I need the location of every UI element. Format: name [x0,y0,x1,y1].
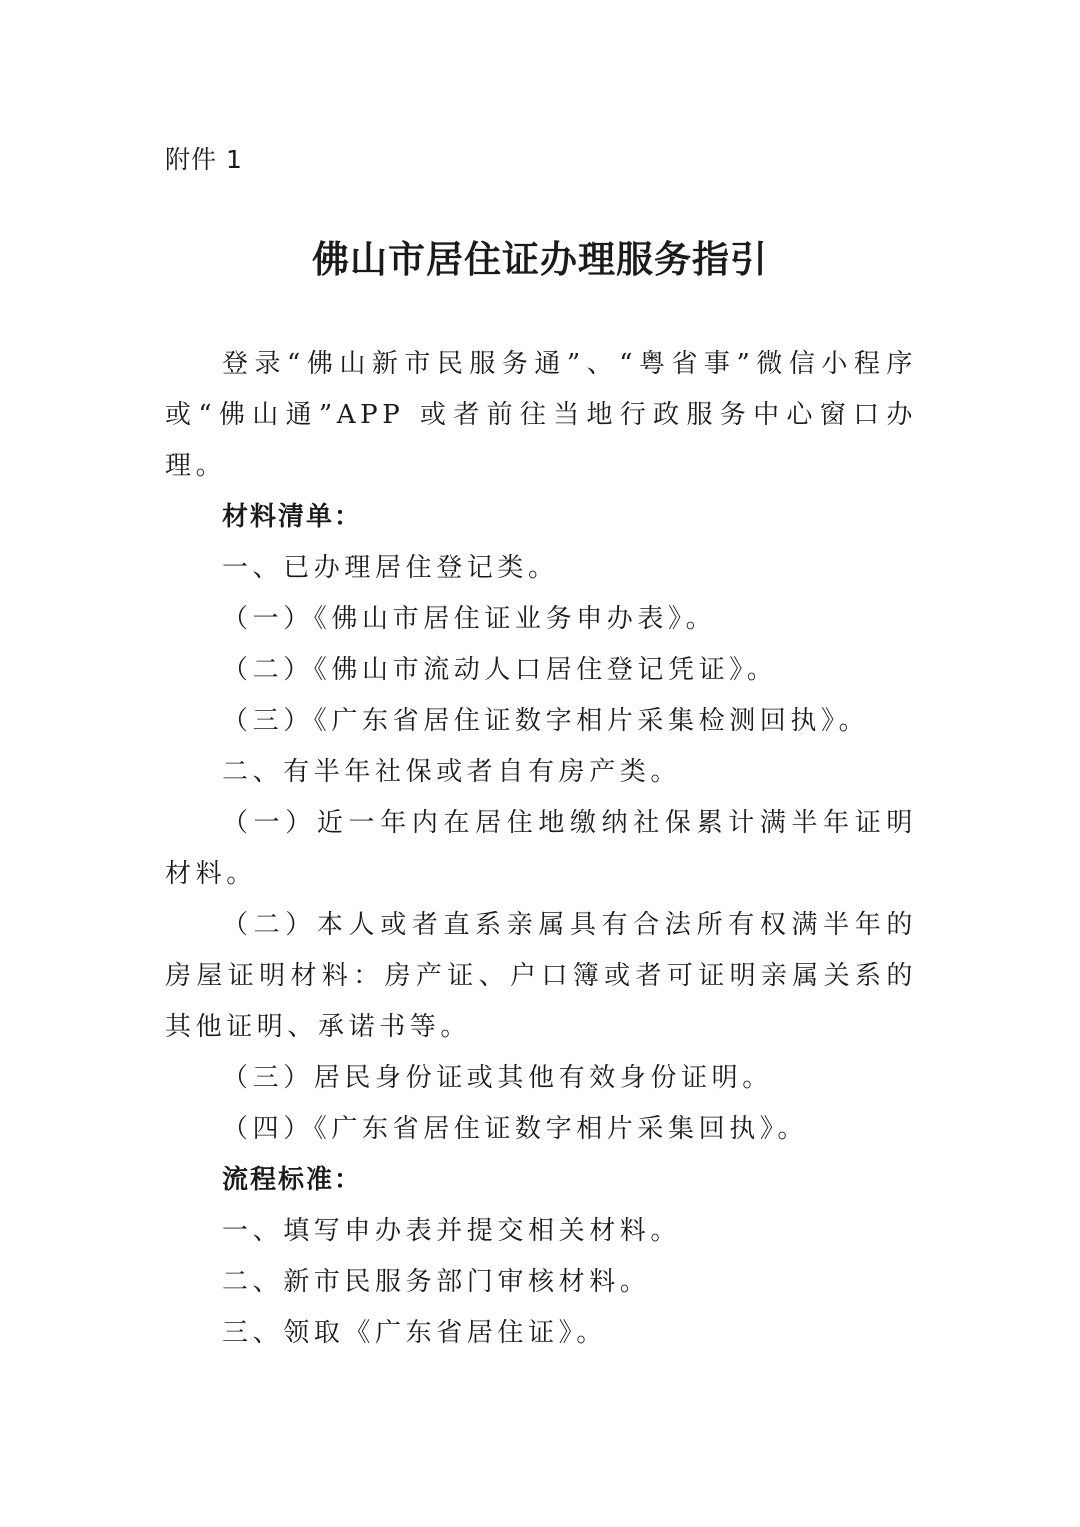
process-step: 一、填写申办表并提交相关材料。 [222,1216,682,1246]
intro-paragraph: 登录“佛山新市民服务通”、“粤省事”微信小程序或“佛山通”APP 或者前往当地行政服务中心窗口办理。 [165,349,917,481]
document-title: 佛山市居住证办理服务指引 [312,238,768,281]
process-step: 三、领取《广东省居住证》。 [222,1318,607,1348]
materials-category-2-title: 二、有半年社保或者自有房产类。 [222,757,682,787]
attachment-label: 附件 1 [165,145,243,174]
materials-category-2-item: （四）《广东省居住证数字相片采集回执》。 [222,1114,809,1144]
materials-category-1-item: （三）《广东省居住证数字相片采集检测回执》。 [222,706,870,736]
document-body [165,339,917,1359]
materials-category-1-item: （一）《佛山市居住证业务申办表》。 [222,604,717,634]
materials-category-2-item: （三）居民身份证或其他有效身份证明。 [222,1063,773,1093]
process-step: 二、新市民服务部门审核材料。 [222,1267,651,1297]
materials-category-2-item: （二）本人或者直系亲属具有合法所有权满半年的房屋证明材料：房产证、户口簿或者可证明亲属关系的其他证明、承诺书等。 [165,910,917,1042]
materials-heading: 材料清单： [222,502,363,532]
materials-category-1-title: 一、已办理居住登记类。 [222,553,559,583]
materials-category-2-item: （一）近一年内在居住地缴纳社保累计满半年证明材料。 [165,808,917,889]
materials-category-1-item: （二）《佛山市流动人口居住登记凭证》。 [222,655,778,685]
process-heading: 流程标准： [222,1165,363,1195]
